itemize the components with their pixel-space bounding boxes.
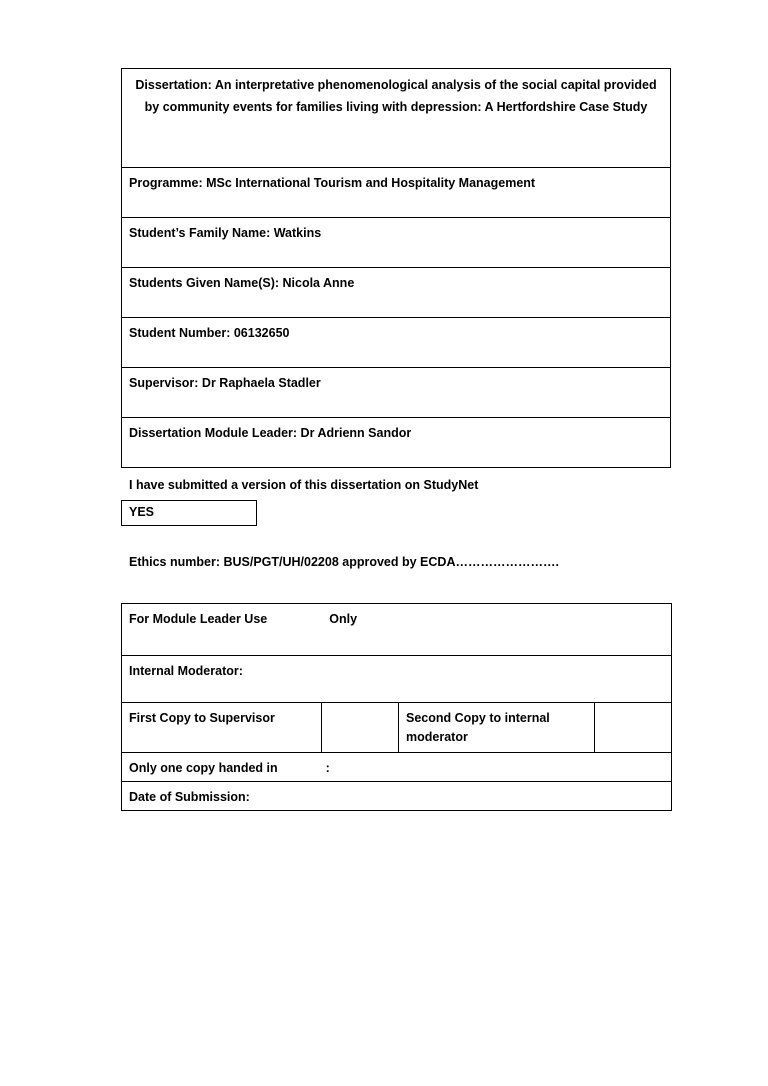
first-copy-label: First Copy to Supervisor xyxy=(129,710,275,725)
ethics-number-line: Ethics number: BUS/PGT/UH/02208 approved by ECDA……………………. xyxy=(129,554,559,569)
table-row xyxy=(122,418,671,468)
only-one-copy-label: Only one copy handed in xyxy=(129,760,278,775)
first-copy-value-cell xyxy=(322,702,399,752)
table-row xyxy=(122,69,671,168)
student-number-text: Student Number: 06132650 xyxy=(129,326,290,340)
first-copy-label-cell xyxy=(122,702,322,752)
table-row xyxy=(122,268,671,318)
supervisor-text: Supervisor: Dr Raphaela Stadler xyxy=(129,376,321,390)
student-number-cell xyxy=(122,318,671,368)
dissertation-title-cell xyxy=(122,69,671,168)
table-row xyxy=(122,752,672,781)
module-leader-text: Dissertation Module Leader: Dr Adrienn Sandor xyxy=(129,426,412,440)
only-one-copy-value: : xyxy=(325,760,330,775)
supervisor-cell xyxy=(122,368,671,418)
only-one-copy-cell xyxy=(122,752,672,781)
cover-details-table xyxy=(121,68,671,468)
second-copy-label: Second Copy to internal moderator xyxy=(406,710,550,744)
table-row xyxy=(122,368,671,418)
table-row xyxy=(122,655,672,702)
module-leader-use-table xyxy=(121,603,672,811)
date-of-submission-label: Date of Submission: xyxy=(129,789,250,804)
table-row xyxy=(122,603,672,655)
programme-cell xyxy=(122,168,671,218)
module-leader-header-cell xyxy=(122,603,672,655)
module-leader-cell xyxy=(122,418,671,468)
studynet-submission-answer-box: YES xyxy=(121,500,257,526)
date-of-submission-cell xyxy=(122,781,672,810)
studynet-submission-statement: I have submitted a version of this dissertation on StudyNet xyxy=(129,478,479,492)
programme-text: Programme: MSc International Tourism and Hospitality Management xyxy=(129,176,536,190)
module-leader-header-left: For Module Leader Use xyxy=(129,611,268,626)
table-row xyxy=(122,702,672,752)
internal-moderator-label: Internal Moderator: xyxy=(129,663,243,678)
document-body xyxy=(121,68,671,811)
internal-moderator-cell xyxy=(122,655,672,702)
table-row xyxy=(122,218,671,268)
table-row xyxy=(122,781,672,810)
module-leader-header-right: Only xyxy=(329,611,358,626)
table-row xyxy=(122,168,671,218)
dissertation-title-text: Dissertation: An interpretative phenomenological analysis of the social capital provided by community events for families living with depression: A Hertfordshire Case Study xyxy=(135,78,657,114)
table-row xyxy=(122,318,671,368)
student-family-name-text: Student’s Family Name: Watkins xyxy=(129,226,322,240)
student-given-names-text: Students Given Name(S): Nicola Anne xyxy=(129,276,355,290)
second-copy-label-cell xyxy=(399,702,595,752)
second-copy-value-cell xyxy=(595,702,672,752)
student-family-name-cell xyxy=(122,218,671,268)
student-given-names-cell xyxy=(122,268,671,318)
